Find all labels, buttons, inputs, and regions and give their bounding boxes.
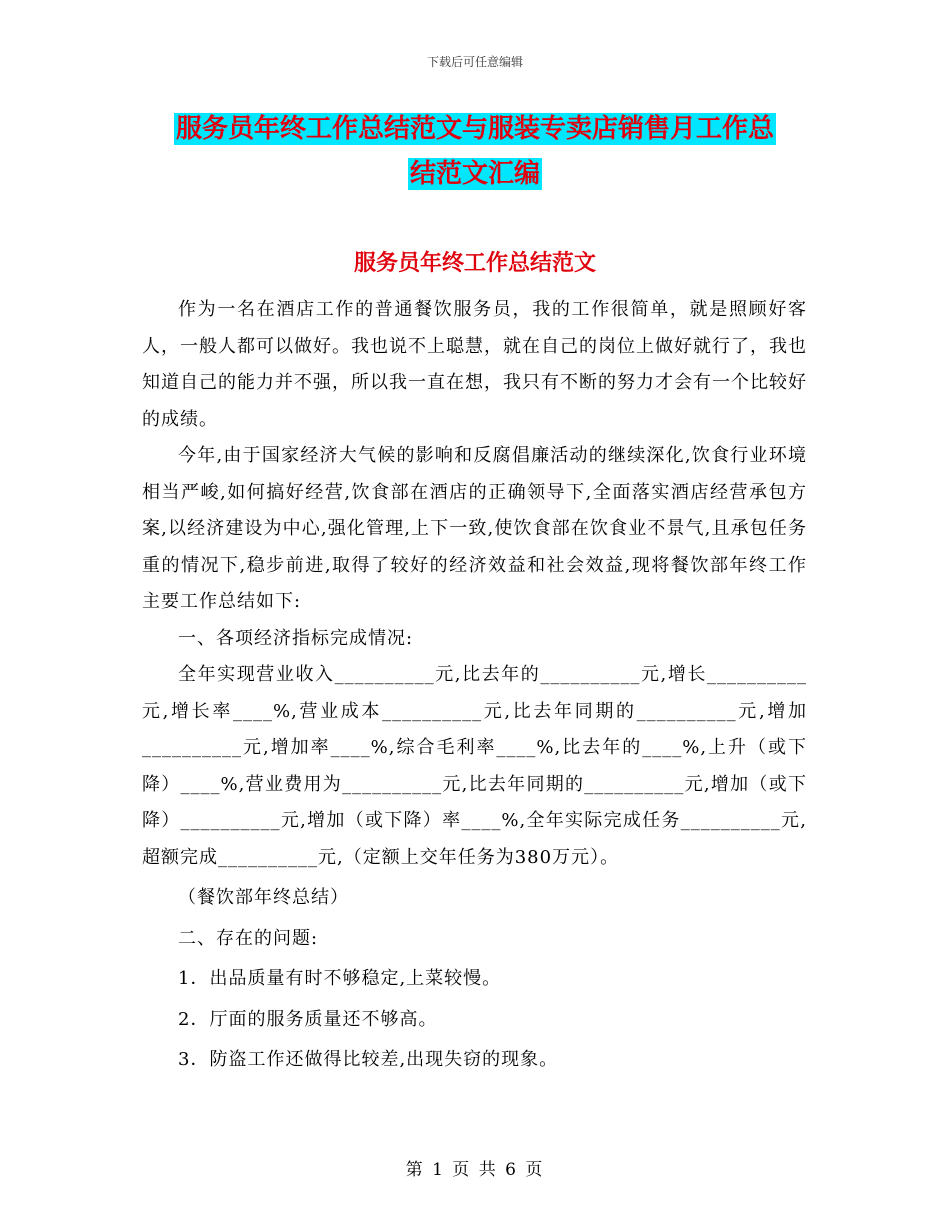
paragraph-note: （餐饮部年终总结）	[178, 887, 349, 908]
page-header: 下载后可任意编辑	[426, 55, 523, 69]
page-footer: 第 1 页 共 6 页	[405, 1160, 545, 1180]
paragraph-indicators: 全年实现营业收入__________元,比去年的__________元,增长__________元,增长率____%,营业成本__________元,比去年同期的__________元,增加__________元,增加率____%,综合毛利率____%,比去年的____%,上升（或下降）____%,营业费用为__________元,比去年同期的__________元,增加（或下降）__________元,增加（或下降）率____%,全年实际完成任务__________元,超额完成__________元,（定额上交年任务为380万元）。	[142, 664, 807, 868]
paragraph-intro: 作为一名在酒店工作的普通餐饮服务员，我的工作很简单，就是照顾好客人，一般人都可以做好。我也说不上聪慧，就在自己的岗位上做好就行了，我也知道自己的能力并不强，所以我一直在想，我只有不断的努力才会有一个比较好的成绩。	[142, 299, 807, 430]
document-title-line-2: 结范文汇编	[409, 159, 540, 189]
paragraph-overview: 今年,由于国家经济大气候的影响和反腐倡廉活动的继续深化,饮食行业环境相当严峻,如何搞好经营,饮食部在酒店的正确领导下,全面落实酒店经营承包方案,以经济建设为中心,强化管理,上下一致,使饮食部在饮食业不景气,且承包任务重的情况下,稳步前进,取得了较好的经济效益和社会效益,现将餐饮部年终工作主要工作总结如下:	[142, 445, 807, 612]
section-title: 服务员年终工作总结范文	[353, 250, 596, 276]
list-item-problem-2: 2．厅面的服务质量还不够高。	[178, 1008, 438, 1030]
list-item-problem-3: 3．防盗工作还做得比较差,出现失窃的现象。	[178, 1049, 559, 1070]
heading-economic-indicators: 一、各项经济指标完成情况:	[178, 627, 414, 649]
list-item-problem-1: 1．出品质量有时不够稳定,上菜较慢。	[178, 968, 502, 989]
document-title-line-1: 服务员年终工作总结范文与服装专卖店销售月工作总	[175, 114, 774, 144]
document-body	[142, 292, 807, 1079]
heading-problems: 二、存在的问题:	[178, 927, 319, 949]
